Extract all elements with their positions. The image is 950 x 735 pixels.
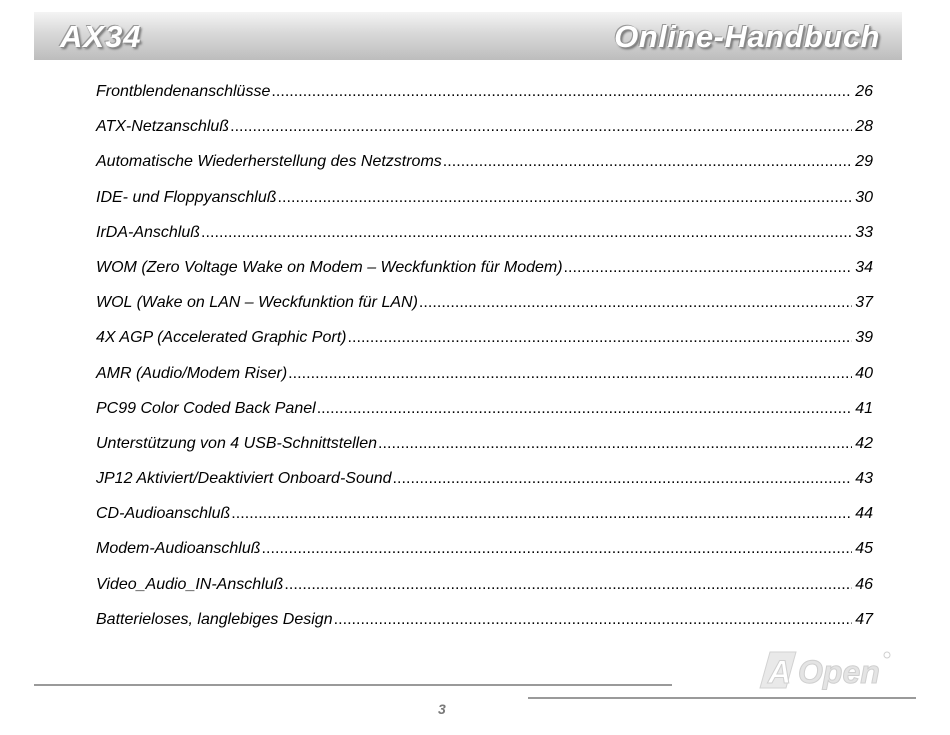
toc-entry-title[interactable]: WOL (Wake on LAN – Weckfunktion für LAN) <box>96 294 418 312</box>
toc-entry-title[interactable]: AMR (Audio/Modem Riser) <box>96 364 288 382</box>
toc-entry-page[interactable]: 26 <box>852 82 873 102</box>
toc-entry-title[interactable]: Unterstützung von 4 USB-Schnittstellen <box>96 434 378 452</box>
toc-entry-title[interactable]: PC99 Color Coded Back Panel <box>96 399 316 417</box>
toc-entry-title[interactable]: Frontblendenanschlüsse <box>96 83 271 100</box>
toc-entry-title[interactable]: WOM (Zero Voltage Wake on Modem – Weckfunktion für Modem) <box>96 258 563 276</box>
toc-entry-page[interactable]: 44 <box>852 504 873 524</box>
toc-entry-title[interactable]: Video_Audio_IN-Anschluß <box>96 575 284 593</box>
toc-leader-dots <box>230 117 852 137</box>
toc-leader-dots <box>271 82 852 102</box>
footer-rule-right <box>528 697 916 699</box>
toc-entry[interactable] <box>96 293 873 328</box>
manual-title: Online-Handbuch <box>614 19 880 54</box>
toc-entry[interactable] <box>96 223 873 258</box>
toc-leader-dots <box>262 539 853 559</box>
toc-entry-title[interactable]: Batterieloses, langlebiges Design <box>96 610 333 628</box>
toc-entry-title[interactable]: IDE- und Floppyanschluß <box>96 188 277 206</box>
product-title: AX34 <box>60 19 142 54</box>
toc-entry[interactable] <box>96 258 873 293</box>
toc-leader-dots <box>334 610 853 630</box>
toc-entry-page[interactable]: 39 <box>852 328 873 348</box>
toc-entry-page[interactable]: 29 <box>852 152 873 172</box>
toc-entry[interactable] <box>96 188 873 223</box>
toc-entry-page[interactable]: 46 <box>852 575 873 595</box>
toc-entry[interactable] <box>96 82 873 117</box>
toc-entry-page[interactable]: 37 <box>852 293 873 313</box>
toc-entry-title[interactable]: Modem-Audioanschluß <box>96 540 261 558</box>
toc-leader-dots <box>419 293 852 313</box>
toc-entry-title[interactable]: JP12 Aktiviert/Deaktiviert Onboard-Sound <box>96 470 392 488</box>
toc-entry-page[interactable]: 47 <box>852 610 873 630</box>
toc-entry[interactable] <box>96 575 873 610</box>
toc-entry-title[interactable]: IrDA-Anschluß <box>96 223 201 241</box>
toc-entry[interactable] <box>96 152 873 187</box>
toc-entry-title[interactable]: ATX-Netzanschluß <box>96 118 230 136</box>
toc-entry[interactable] <box>96 469 873 504</box>
toc-entry[interactable] <box>96 399 873 434</box>
toc-entry-page[interactable]: 43 <box>852 469 873 489</box>
toc-entry-page[interactable]: 33 <box>852 223 873 243</box>
svg-text:Open: Open <box>798 654 880 690</box>
toc-leader-dots <box>284 575 852 595</box>
toc-leader-dots <box>278 188 853 208</box>
toc-entry[interactable] <box>96 504 873 539</box>
page-number: 3 <box>438 701 446 717</box>
toc-entry[interactable] <box>96 117 873 152</box>
toc-entry-title[interactable]: Automatische Wiederherstellung des Netzstroms <box>96 153 442 171</box>
toc-leader-dots <box>231 504 852 524</box>
toc-leader-dots <box>564 258 853 278</box>
toc-entry-title[interactable]: 4X AGP (Accelerated Graphic Port) <box>96 329 347 347</box>
toc-entry-page[interactable]: 45 <box>852 539 873 559</box>
toc-leader-dots <box>201 223 852 243</box>
toc-leader-dots <box>393 469 853 489</box>
toc-entry[interactable] <box>96 434 873 469</box>
toc-entry-page[interactable]: 42 <box>852 434 873 454</box>
table-of-contents <box>96 82 873 645</box>
toc-leader-dots <box>378 434 852 454</box>
toc-leader-dots <box>443 152 852 172</box>
page-header <box>34 12 902 60</box>
toc-entry-title[interactable]: CD-Audioanschluß <box>96 505 231 523</box>
svg-text:A: A <box>768 654 792 690</box>
footer-rule-left <box>34 684 672 686</box>
toc-entry[interactable] <box>96 610 873 645</box>
toc-entry-page[interactable]: 28 <box>852 117 873 137</box>
toc-entry[interactable] <box>96 364 873 399</box>
toc-entry[interactable] <box>96 539 873 574</box>
toc-entry-page[interactable]: 30 <box>852 188 873 208</box>
aopen-logo <box>756 648 892 690</box>
toc-leader-dots <box>347 328 852 348</box>
toc-leader-dots <box>288 364 852 384</box>
toc-entry-page[interactable]: 40 <box>852 364 873 384</box>
toc-entry-page[interactable]: 41 <box>852 399 873 419</box>
toc-entry[interactable] <box>96 328 873 363</box>
toc-leader-dots <box>317 399 853 419</box>
toc-entry-page[interactable]: 34 <box>852 258 873 278</box>
